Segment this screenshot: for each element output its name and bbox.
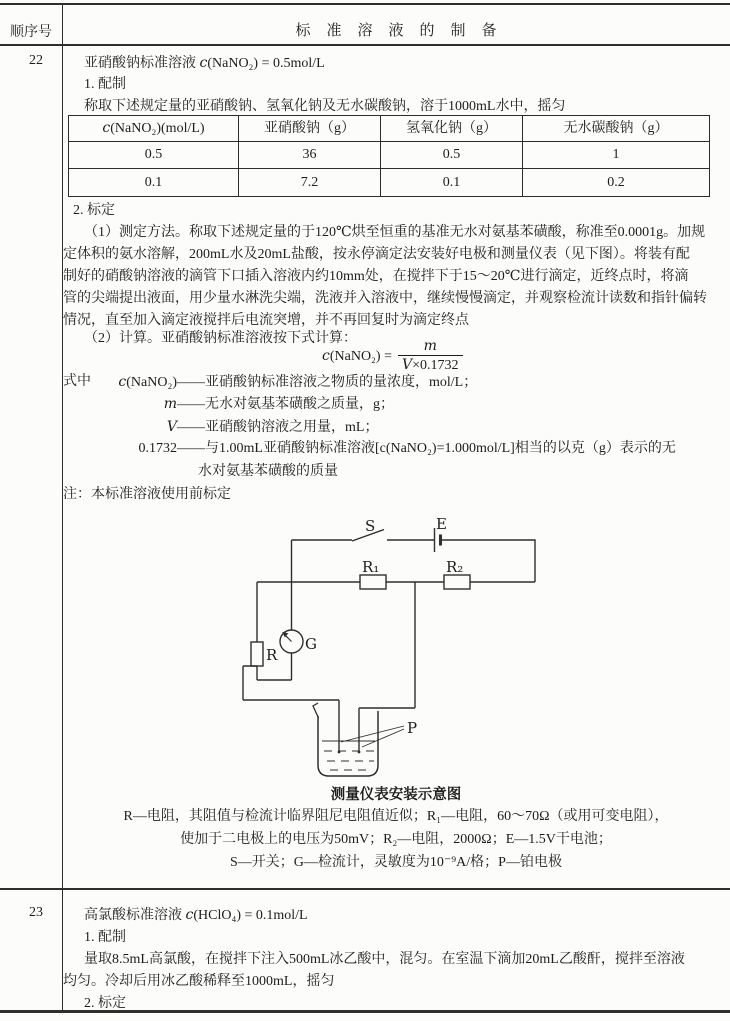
resistor-R — [251, 642, 263, 666]
row22-standardize-heading: 2. 标定 — [73, 203, 115, 218]
pointer-line — [341, 726, 404, 742]
reagent-col-header: 亚硝酸钠（g） — [239, 116, 381, 142]
fraction: $\frac{m}{V\times 0.1732}$ — [398, 338, 463, 374]
electrode-tip — [358, 751, 361, 754]
term-line: m——无水对氨基苯磺酸之质量，g； — [163, 396, 394, 412]
row22-seq: 22 — [29, 53, 43, 68]
row22-calc-line: （2）计算。亚硝酸钠标准溶液按下式计算： — [84, 331, 357, 346]
legend-line: S—开关；G—检流计，灵敏度为10⁻⁹A/格；P—铂电极 — [230, 855, 562, 870]
reagent-col-header: 氢氧化钠（g） — [381, 116, 523, 142]
legend-line: 使加于二电极上的电压为50mV；R₂—电阻，2000Ω；E—1.5V干电池； — [180, 832, 612, 847]
seq-column-header: 顺序号 — [10, 25, 52, 40]
header-separator — [0, 44, 730, 46]
term-line-continuation: 水对氨基苯磺酸的质量 — [198, 464, 338, 479]
row-separator — [0, 888, 730, 890]
method-line: 定体积的氨水溶解，200mL水及20mL盐酸，按永停滴定法安装好电极和测量仪表（见下图）。将装有配 — [63, 247, 690, 262]
reagent-col-header: 无水碳酸钠（g） — [523, 116, 710, 142]
cell: 1 — [523, 142, 710, 169]
cell: 0.1 — [69, 169, 239, 197]
beaker-spout — [313, 703, 319, 718]
electrode-tip — [338, 751, 341, 754]
diagram-caption: 测量仪表安装示意图 — [330, 787, 462, 803]
row23-title: 高氯酸标准溶液 c(HClO₄) = 0.1mol/L — [84, 907, 308, 923]
row22-note: 注：本标准溶液使用前标定 — [63, 487, 231, 502]
cell: 0.1 — [381, 169, 523, 197]
method-line: 制好的硝酸钠溶液的滴管下口插入溶液内约10mm处，在搅拌下于15～20℃进行滴定，近终点时，将滴 — [63, 269, 689, 284]
label-E: E — [436, 515, 447, 533]
cell: 0.5 — [69, 142, 239, 169]
cell: 0.5 — [381, 142, 523, 169]
label-G: G — [305, 635, 317, 653]
page-title: 标准溶液的制备 — [295, 23, 513, 39]
label-S: S — [365, 517, 376, 535]
row23-standardize-heading: 2. 标定 — [84, 996, 126, 1011]
wire — [359, 582, 415, 708]
legend-line: R—电阻，其阻值与检流计临界阻尼电阻值近似；R₁—电阻，60～70Ω（或用可变电阻）， — [123, 809, 669, 824]
row23-seq: 23 — [29, 905, 43, 920]
row23-prep-line: 量取8.5mL高氯酸，在搅拌下注入500mL冰乙酸中，混匀。在室温下滴加20mL乙酸酐，搅拌至溶液 — [84, 952, 685, 967]
label-R1: R₁ — [362, 558, 380, 576]
resistor-R1 — [360, 575, 386, 589]
row23-prep-line: 均匀。冷却后用冰乙酸稀释至1000mL，摇匀 — [63, 974, 335, 989]
resistor-R2 — [444, 575, 470, 589]
cell: 0.2 — [523, 169, 710, 197]
reagent-table — [68, 115, 710, 197]
concentration-formula: c(NaNO₂) = $\frac{m}{V\times 0.1732}$ — [322, 338, 463, 374]
term-line: 0.1732——与1.00mL亚硝酸钠标准溶液[c(NaNO₂)=1.000mol/L]相当的以克（g）表示的无 — [138, 441, 676, 456]
row22-prep-heading: 1. 配制 — [84, 77, 126, 92]
row23-prep-heading: 1. 配制 — [84, 930, 126, 945]
table-border-top — [0, 3, 730, 5]
beaker — [318, 711, 378, 776]
method-line: 管的尖端提出液面，用少量水淋洗尖端，洗液并入溶液中，继续慢慢滴定，并观察检流计读数和指针偏转 — [63, 291, 707, 306]
label-R2: R₂ — [446, 558, 464, 576]
table-row — [69, 169, 710, 197]
table-row — [69, 142, 710, 169]
term-line: 式中 c(NaNO₂)——亚硝酸钠标准溶液之物质的量浓度，mol/L； — [63, 374, 478, 390]
method-line: （1）测定方法。称取下述规定量的于120℃烘至恒重的基准无水对氨基苯磺酸，称准至0.0001g。加规 — [84, 225, 706, 240]
circuit-diagram — [230, 495, 570, 795]
cell: 7.2 — [239, 169, 381, 197]
reagent-col-header: c(NaNO₂)(mol/L) — [69, 116, 239, 142]
cell: 36 — [239, 142, 381, 169]
row22-title: 亚硝酸钠标准溶液 c(NaNO₂) = 0.5mol/L — [84, 55, 325, 71]
method-line: 情况，直至加入滴定液搅拌后电流突增，并不再回复时为滴定终点 — [63, 313, 469, 328]
term-line: V——亚硝酸钠溶液之用量，mL； — [166, 419, 379, 435]
label-P: P — [407, 719, 418, 737]
row22-prep-text: 称取下述规定量的亚硝酸钠、氢氧化钠及无水碳酸钠，溶于1000mL水中，摇匀 — [84, 99, 566, 114]
label-R: R — [266, 646, 278, 664]
